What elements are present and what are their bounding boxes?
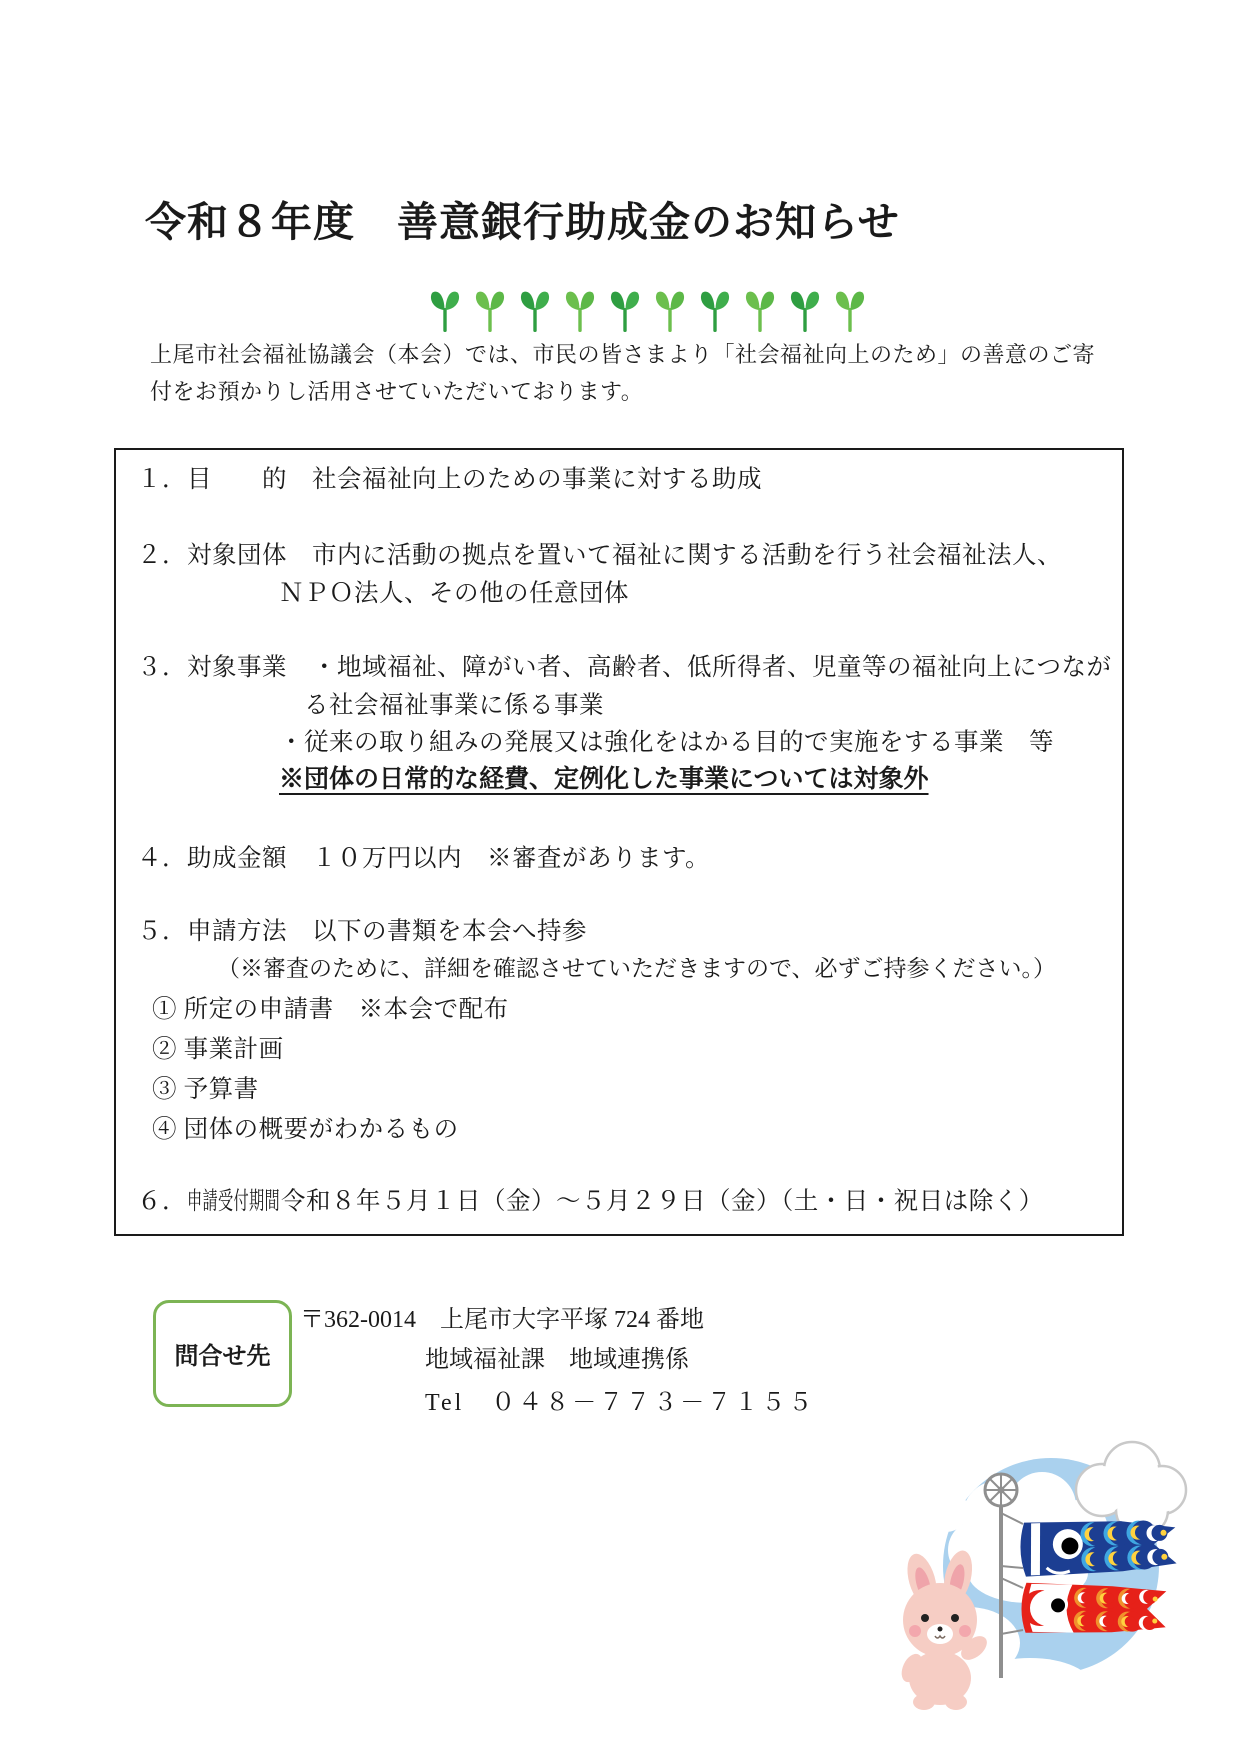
intro-line-1: 上尾市社会福祉協議会（本会）では、市民の皆さまより「社会福祉向上のため」の善意のご寄 bbox=[150, 342, 1096, 367]
item-3-bullet-2: ・従来の取り組みの発展又は強化をはかる目的で実施をする事業 等 bbox=[279, 729, 1054, 756]
rabbit-nose bbox=[938, 1627, 943, 1632]
sprout-icon bbox=[788, 288, 822, 334]
sprout-icon bbox=[428, 288, 462, 334]
item-1-purpose: １．目 的 社会福祉向上のための事業に対する助成 bbox=[137, 466, 762, 493]
item-6-label: 申請受付期間 bbox=[187, 1188, 280, 1215]
sprout-icon bbox=[608, 288, 642, 334]
item-6-number: ６． bbox=[137, 1188, 187, 1215]
item-4-grant-amount: ４．助成金額 １０万円以内 ※審査があります。 bbox=[137, 845, 711, 872]
item-3-exclusion-note: ※団体の日常的な経費、定例化した事業については対象外 bbox=[279, 765, 929, 793]
item-5-doc-2: ② 事業計画 bbox=[152, 1036, 284, 1063]
rabbit-eye bbox=[951, 1614, 959, 1622]
contact-department-line: 地域福祉課 地域連携係 bbox=[425, 1346, 689, 1373]
sprout-icon bbox=[563, 288, 597, 334]
item-2-continuation: ＮＰＯ法人、その他の任意団体 bbox=[279, 580, 629, 607]
pinwheel-icon bbox=[985, 1474, 1017, 1506]
item-5-how-to-apply: ５．申請方法 以下の書類を本会へ持参 bbox=[137, 918, 587, 945]
contact-phone-line: Tel ０４８－７７３－７１５５ bbox=[425, 1390, 816, 1416]
item-3-target-projects: ３．対象事業 ・地域福祉、障がい者、高齢者、低所得者、児童等の福祉向上につなが bbox=[137, 654, 1112, 681]
item-3-continuation: る社会福祉事業に係る事業 bbox=[304, 692, 604, 719]
rabbit-cheek bbox=[909, 1625, 921, 1637]
sprout-icon bbox=[833, 288, 867, 334]
page-title: 令和８年度 善意銀行助成金のお知らせ bbox=[145, 199, 900, 245]
item-6-content: 令和８年５月１日（金）～５月２９日（金）（土・日・祝日は除く） bbox=[281, 1188, 1044, 1215]
rabbit-cheek bbox=[959, 1625, 971, 1637]
red-carp-streamer bbox=[1021, 1583, 1166, 1636]
sprout-icon bbox=[698, 288, 732, 334]
item-5-doc-4: ④ 団体の概要がわかるもの bbox=[152, 1116, 459, 1143]
sprout-icon bbox=[653, 288, 687, 334]
info-box bbox=[114, 448, 1124, 1236]
contact-label: 問合せ先 bbox=[174, 1343, 271, 1370]
contact-address-line: 〒362-0014 上尾市大字平塚 724 番地 bbox=[300, 1307, 704, 1333]
intro-line-2: 付をお預かりし活用させていただいております。 bbox=[150, 379, 644, 404]
contact-label-box bbox=[153, 1300, 292, 1407]
item-2-target-groups: ２．対象団体 市内に活動の拠点を置いて福祉に関する活動を行う社会福祉法人、 bbox=[137, 542, 1062, 569]
item-5-note: （※審査のために、詳細を確認させていただきますので、必ずご持参ください。） bbox=[217, 956, 1057, 981]
sprout-icon bbox=[743, 288, 777, 334]
item-5-doc-1: ① 所定の申請書 ※本会で配布 bbox=[152, 996, 509, 1023]
item-5-doc-3: ③ 予算書 bbox=[152, 1076, 259, 1103]
koinobori-rabbit-illustration bbox=[850, 1438, 1190, 1755]
item-6-application-period bbox=[137, 1188, 1044, 1216]
sprout-decoration-row bbox=[428, 288, 867, 334]
rabbit-eye bbox=[921, 1614, 929, 1622]
sprout-icon bbox=[518, 288, 552, 334]
sprout-icon bbox=[473, 288, 507, 334]
